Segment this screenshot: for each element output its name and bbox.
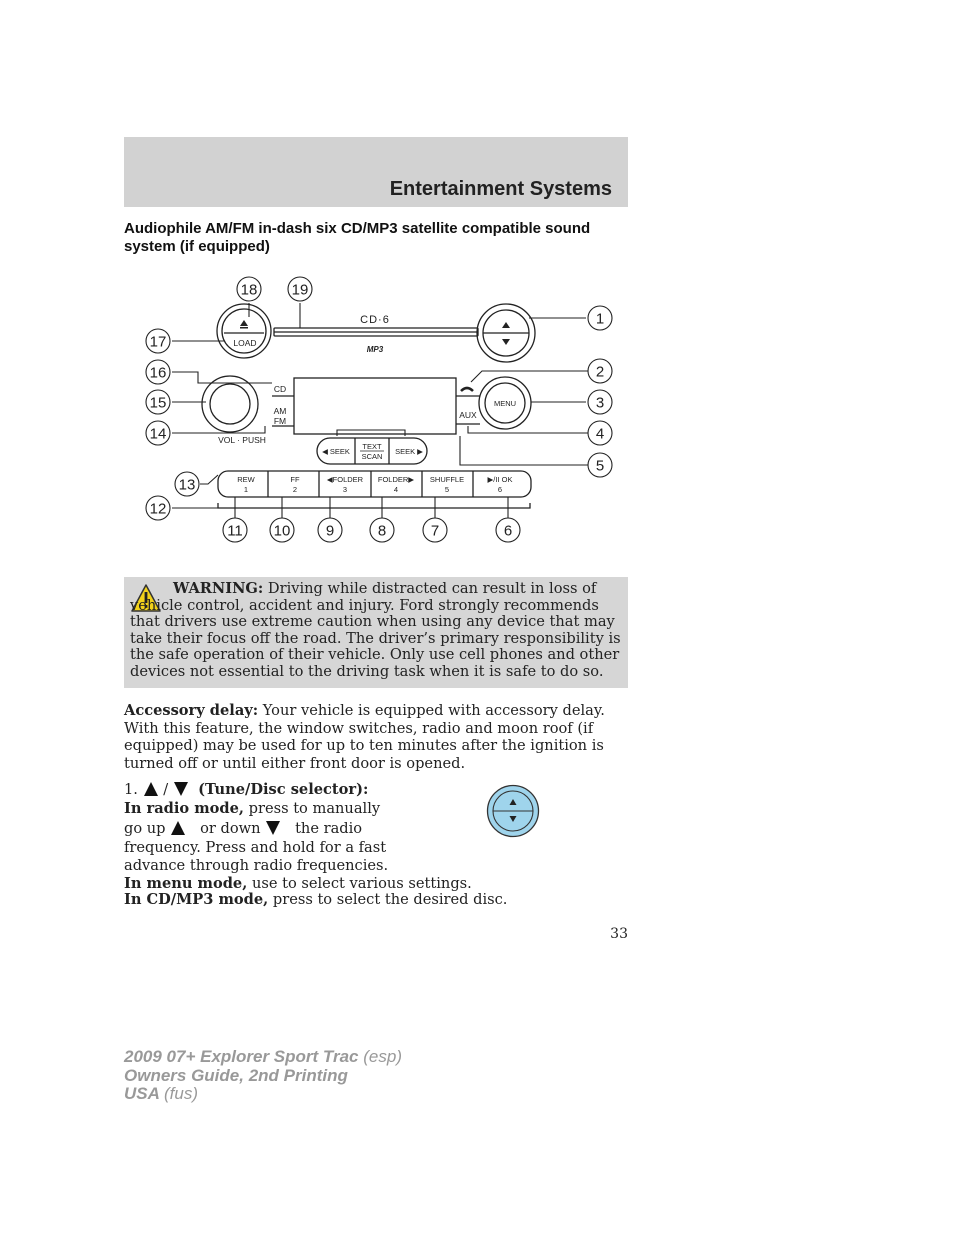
callout-6: 6 [503, 522, 513, 540]
footer-model-code: (esp) [363, 1047, 402, 1066]
accessory-label: Accessory delay: [124, 702, 259, 719]
preset-1-num: 1 [243, 485, 249, 494]
cd-mode-text: press to select the desired disc. [272, 891, 508, 908]
the-radio-text: the radio [295, 820, 363, 837]
preset-3-name: ◀FOLDER [326, 475, 364, 484]
up-arrow-icon [170, 820, 186, 836]
callout-1: 1 [595, 310, 605, 328]
radio-text-2: frequency. Press and hold for a fast [124, 839, 387, 856]
menu-mode-text: use to select various settings. [251, 875, 472, 892]
warning-label: WARNING: [173, 580, 264, 597]
cd-mode-label: In CD/MP3 mode, [124, 891, 269, 908]
preset-4-num: 4 [393, 485, 399, 494]
display-panel [294, 378, 456, 434]
item-1-title: (Tune/Disc selector): [198, 781, 369, 798]
preset-5-name: SHUFFLE [429, 475, 465, 484]
callout-13: 13 [178, 476, 196, 494]
radio-faceplate-diagram [124, 270, 628, 560]
callout-11: 11 [227, 522, 243, 540]
footer-market: USA [124, 1084, 160, 1103]
preset-5-num: 5 [444, 485, 450, 494]
preset-3-num: 3 [342, 485, 348, 494]
callout-3: 3 [595, 394, 605, 412]
up-arrow-icon [143, 781, 159, 797]
fm-label: FM [273, 416, 287, 426]
text-label: TEXT [362, 442, 382, 451]
footer-line-2: Owners Guide, 2nd Printing [124, 1065, 348, 1085]
callout-18: 18 [240, 281, 258, 299]
callout-17: 17 [149, 333, 167, 351]
callout-5: 5 [595, 457, 605, 475]
callout-19: 19 [291, 281, 309, 299]
preset-2-num: 2 [292, 485, 298, 494]
preset-6-name: ▶/II OK [487, 475, 513, 484]
preset-6-num: 6 [497, 485, 503, 494]
section-heading: Audiophile AM/FM in-dash six CD/MP3 satellite compatible sound system (if equipped) [124, 220, 591, 255]
radio-text-3: advance through radio frequencies. [124, 857, 389, 874]
page-title: Entertainment Systems [389, 178, 612, 200]
mp3-label: MP3 [366, 345, 384, 354]
footer [124, 1048, 402, 1104]
callout-7: 7 [430, 522, 440, 540]
menu-mode-label: In menu mode, [124, 875, 248, 892]
down-arrow-icon [265, 820, 281, 836]
footer-line-3 [124, 1085, 402, 1104]
callout-14: 14 [149, 425, 167, 443]
callout-9: 9 [325, 522, 335, 540]
menu-label: MENU [493, 399, 517, 408]
cd-mode-line [124, 891, 507, 909]
callout-12: 12 [149, 500, 167, 518]
header-band [124, 137, 628, 207]
callout-8: 8 [377, 522, 387, 540]
preset-button-bar [218, 471, 531, 497]
callout-4: 4 [595, 425, 605, 443]
go-up-text: go up [124, 820, 166, 837]
radio-mode-text-1: press to manually [248, 800, 381, 817]
radio-mode-label: In radio mode, [124, 800, 244, 817]
accessory-text: Your vehicle is equipped with accessory delay. With this feature, the window switches, radio and moon roof (if equipped) may be used for up to ten minutes after the ignition is turned off or until either front door is opened. [124, 702, 605, 772]
footer-market-code: (fus) [164, 1084, 198, 1103]
item-1-heading [124, 781, 368, 799]
preset-1-name: REW [237, 475, 255, 484]
am-label: AM [273, 406, 287, 416]
warning-text [130, 581, 622, 681]
load-label: LOAD [233, 338, 257, 348]
warning-box [124, 577, 628, 688]
footer-model: 2009 07+ Explorer Sport Trac [124, 1047, 359, 1066]
preset-2-name: FF [290, 475, 300, 484]
accessory-delay-paragraph [124, 702, 628, 772]
cd-label: CD [273, 384, 287, 394]
down-arrow-icon [173, 781, 189, 797]
callout-16: 16 [149, 364, 167, 382]
preset-4-name: FOLDER▶ [377, 475, 415, 484]
scan-label: SCAN [361, 452, 383, 461]
aux-label: AUX [459, 410, 477, 420]
tune-disc-selector-illustration [486, 784, 540, 838]
load-eject-knob [217, 304, 271, 358]
radio-mode-line [124, 800, 380, 818]
item-1-slash: / [163, 781, 169, 798]
seek-right-label: SEEK ▶ [395, 447, 423, 456]
callout-2: 2 [595, 363, 605, 381]
warning-body: Driving while distracted can result in loss of vehicle control, accident and injury. Ford strongly recommends that drivers use extreme caution when using any device that may take their focus off the road. The driver’s primary responsibility is the safe operation of their vehicle. Only use cell phones and other devices not essential to the driving task when it is safe to do so. [130, 580, 621, 680]
footer-line-1 [124, 1048, 402, 1067]
or-down-text: or down [200, 820, 261, 837]
callout-10: 10 [273, 522, 291, 540]
item-1-number: 1. [124, 781, 138, 798]
vol-push-label: VOL · PUSH [218, 435, 266, 445]
page-number: 33 [610, 926, 628, 942]
cd6-label: CD·6 [360, 314, 390, 326]
callout-15: 15 [149, 394, 167, 412]
seek-left-label: ◀ SEEK [322, 447, 350, 456]
radio-go-up-line [124, 820, 362, 838]
